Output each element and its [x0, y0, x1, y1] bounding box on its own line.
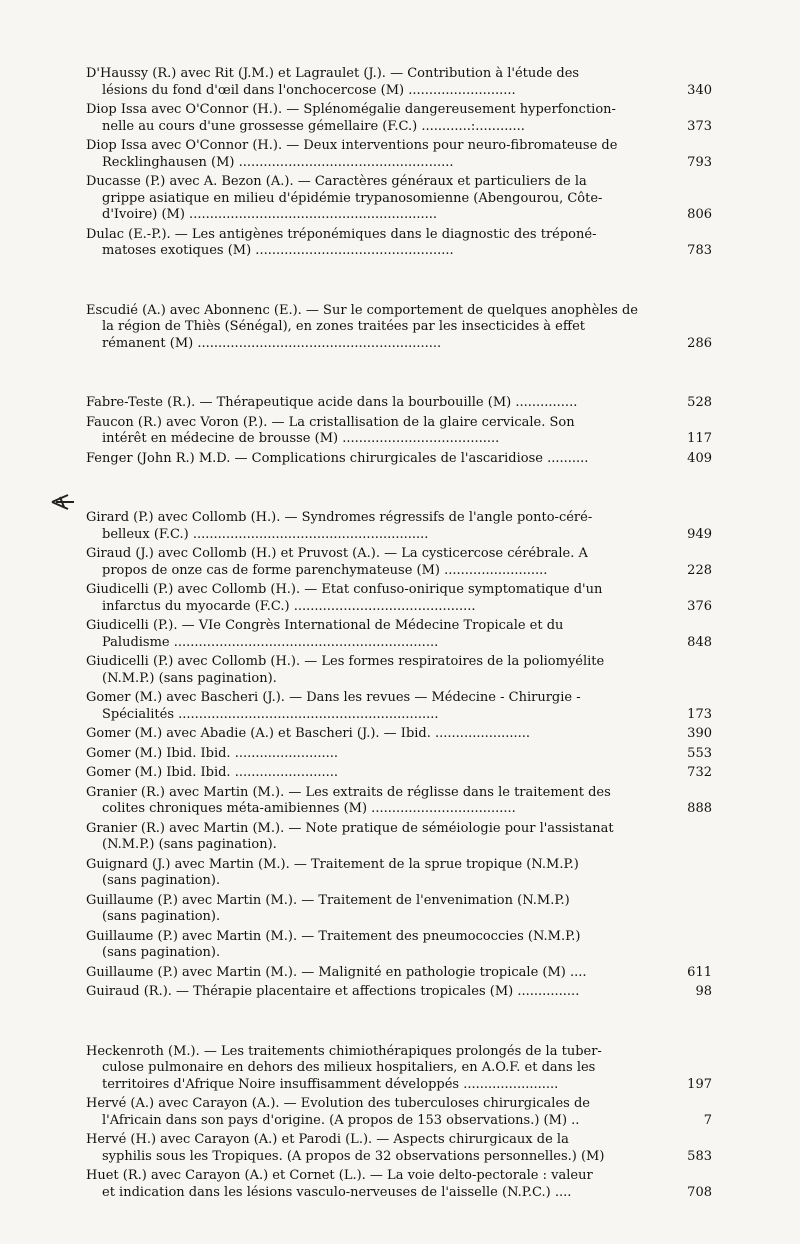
- entry-line: (sans pagination).: [102, 945, 221, 960]
- page-number: 373: [687, 118, 712, 134]
- index-entry: [86, 1044, 712, 1094]
- entry-line: d'Ivoire) (M) ............................................................: [102, 207, 437, 222]
- page-number: 848: [687, 634, 712, 650]
- entry-line: (N.M.P.) (sans pagination).: [102, 670, 277, 686]
- page-number: 793: [687, 154, 712, 170]
- entry-line: Giudicelli (P.). — VIe Congrès International de Médecine Tropicale et du: [86, 618, 564, 633]
- index-entry: [86, 857, 712, 890]
- index-entry: [86, 138, 712, 171]
- entry-text: [86, 395, 660, 412]
- entry-line: Guignard (J.) avec Martin (M.). — Traitement de la sprue tropique (N.M.P.): [86, 856, 579, 872]
- entry-line: Fenger (John R.) M.D. — Complications chirurgicales de l'ascaridiose ..........: [86, 450, 589, 466]
- entry-line: Hervé (A.) avec Carayon (A.). — Evolution des tuberculoses chirurgicales de: [86, 1096, 590, 1111]
- index-group: [86, 510, 712, 1001]
- entry-line: l'Africain dans son pays d'origine. (A propos de 153 observations.) (M) ..: [102, 1112, 580, 1128]
- page-number: 888: [687, 801, 712, 816]
- page-number: 732: [687, 765, 712, 780]
- entry-line: Diop Issa avec O'Connor (H.). — Splénomégalie dangereusement hyperfonction-: [86, 102, 616, 117]
- entry-line: Giudicelli (P.) avec Collomb (H.). — Etat confuso-onirique symptomatique d'un: [86, 582, 603, 597]
- entry-line: colites chroniques méta-amibiennes (M) ...................................: [102, 801, 516, 816]
- entry-line: culose pulmonaire en dehors des milieux hospitaliers, en A.O.F. et dans les: [102, 1060, 596, 1075]
- entry-text: [86, 227, 660, 260]
- page-number: 340: [687, 82, 712, 98]
- entry-text: [86, 510, 660, 543]
- index-entry: [86, 66, 712, 99]
- entry-line: et indication dans les lésions vasculo-nerveuses de l'aisselle (N.P.C.) ....: [102, 1184, 572, 1200]
- index-entry: [86, 785, 712, 818]
- entry-line: rémanent (M) ...........................................................: [102, 335, 442, 351]
- index-entry: [86, 174, 712, 224]
- entry-text: [86, 785, 660, 818]
- entry-line: la région de Thiès (Sénégal), en zones traitées par les insecticides à effet: [102, 319, 586, 334]
- entry-line: Gomer (M.) Ibid. Ibid. .........................: [86, 745, 339, 761]
- page-number: 806: [687, 207, 712, 222]
- entry-line: Granier (R.) avec Martin (M.). — Note pratique de séméiologie pour l'assistanat: [86, 820, 614, 836]
- entry-line: lésions du fond d'œil dans l'onchocercose (M) ..........................: [102, 82, 516, 98]
- index-entry: [86, 893, 712, 926]
- entry-text: [86, 857, 660, 890]
- entry-line: nelle au cours d'une grossesse gémellaire (F.C.) ............:............: [102, 118, 525, 134]
- index-entry: [86, 510, 712, 543]
- entry-line: intérêt en médecine de brousse (M) ......................................: [102, 431, 500, 446]
- page-number: 98: [695, 984, 712, 999]
- index-group: [86, 303, 712, 353]
- entry-line: Gomer (M.) avec Abadie (A.) et Bascheri (J.). — Ibid. .......................: [86, 726, 531, 741]
- index-entry: [86, 929, 712, 962]
- entry-text: [86, 546, 660, 579]
- index-entry: [86, 546, 712, 579]
- entry-line: matoses exotiques (M) ................................................: [102, 243, 454, 258]
- entry-text: [86, 929, 660, 962]
- entry-text: [86, 965, 660, 982]
- entry-line: D'Haussy (R.) avec Rit (J.M.) et Lagraulet (J.). — Contribution à l'étude des: [86, 66, 580, 81]
- entry-line: (sans pagination).: [102, 873, 221, 888]
- entry-text: [86, 1168, 660, 1201]
- index-group: [86, 1044, 712, 1202]
- page-number: 376: [687, 598, 712, 614]
- page-number: 528: [687, 395, 712, 410]
- index-entry: [86, 746, 712, 763]
- entry-line: Hervé (H.) avec Carayon (A.) et Parodi (L.). — Aspects chirurgicaux de la: [86, 1132, 569, 1147]
- page-number: 553: [687, 745, 712, 761]
- page-number: 409: [687, 450, 712, 466]
- index-entry: [86, 984, 712, 1001]
- entry-line: Gomer (M.) avec Bascheri (J.). — Dans les revues — Médecine - Chirurgie -: [86, 690, 581, 705]
- entry-text: [86, 66, 660, 99]
- entry-text: [86, 746, 660, 763]
- page-number: 228: [687, 562, 712, 578]
- page-number: 197: [687, 1076, 712, 1092]
- entry-text: [86, 1044, 660, 1094]
- page-number: 783: [687, 243, 712, 258]
- entry-line: Faucon (R.) avec Voron (P.). — La cristallisation de la glaire cervicale. Son: [86, 414, 575, 430]
- entry-line: syphilis sous les Tropiques. (A propos de 32 observations personnelles.) (M): [102, 1148, 605, 1164]
- entry-line: Guiraud (R.). — Thérapie placentaire et affections tropicales (M) ...............: [86, 984, 580, 999]
- entry-line: Guillaume (P.) avec Martin (M.). — Traitement de l'envenimation (N.M.P.): [86, 892, 570, 908]
- page-number: 708: [687, 1184, 712, 1200]
- entry-line: Diop Issa avec O'Connor (H.). — Deux interventions pour neuro-fibromateuse de: [86, 138, 618, 153]
- entry-line: Guillaume (P.) avec Martin (M.). — Malignité en pathologie tropicale (M) ....: [86, 964, 587, 980]
- entry-line: Escudié (A.) avec Abonnenc (E.). — Sur le comportement de quelques anophèles de: [86, 302, 639, 318]
- entry-text: [86, 174, 660, 224]
- index-entry: [86, 395, 712, 412]
- entry-line: infarctus du myocarde (F.C.) ............................................: [102, 598, 476, 614]
- index-entry: [86, 227, 712, 260]
- entry-line: Paludisme ................................................................: [102, 634, 439, 650]
- entry-text: [86, 582, 660, 615]
- entry-text: [86, 618, 660, 651]
- entry-line: grippe asiatique en milieu d'épidémie trypanosomienne (Abengourou, Côte-: [102, 190, 603, 206]
- entry-text: [86, 690, 660, 723]
- index-entry: [86, 582, 712, 615]
- entry-text: [86, 893, 660, 926]
- page-number: 117: [687, 431, 712, 446]
- index-entry: [86, 965, 712, 982]
- entry-line: Girard (P.) avec Collomb (H.). — Syndromes régressifs de l'angle ponto-céré-: [86, 510, 593, 525]
- entry-text: [86, 984, 660, 1001]
- entry-line: (sans pagination).: [102, 909, 221, 924]
- page-number: 583: [687, 1148, 712, 1164]
- index-entry: [86, 1096, 712, 1129]
- entry-text: [86, 303, 660, 353]
- entry-line: Dulac (E.-P.). — Les antigènes tréponémiques dans le diagnostic des tréponé-: [86, 226, 597, 242]
- index-entry: [86, 618, 712, 651]
- entry-line: territoires d'Afrique Noire insuffisamment développés .......................: [102, 1076, 559, 1092]
- page-number: 7: [703, 1112, 712, 1128]
- index-entry: [86, 765, 712, 782]
- entry-text: [86, 1132, 660, 1165]
- index-entry: [86, 821, 712, 854]
- page-number: 390: [687, 726, 712, 741]
- index-entry: [86, 451, 712, 468]
- index-entry: [86, 303, 712, 353]
- entry-line: Giudicelli (P.) avec Collomb (H.). — Les formes respiratoires de la poliomyélite: [86, 654, 605, 669]
- entry-text: [86, 821, 660, 854]
- index-entry: [86, 415, 712, 448]
- entry-text: [86, 1096, 660, 1129]
- entry-line: Ducasse (P.) avec A. Bezon (A.). — Caractères généraux et particuliers de la: [86, 174, 587, 189]
- entry-line: Heckenroth (M.). — Les traitements chimiothérapiques prolongés de la tuber-: [86, 1043, 602, 1059]
- entry-line: propos de onze cas de forme parenchymateuse (M) .........................: [102, 562, 548, 578]
- entry-text: [86, 138, 660, 171]
- page-number: 173: [687, 706, 712, 722]
- entry-line: Huet (R.) avec Carayon (A.) et Cornet (L.). — La voie delto-pectorale : valeur: [86, 1168, 593, 1183]
- entry-line: Granier (R.) avec Martin (M.). — Les extraits de réglisse dans le traitement des: [86, 784, 611, 800]
- index-group: [86, 395, 712, 467]
- index-entry: [86, 726, 712, 743]
- page-number: 611: [687, 964, 712, 980]
- entry-line: (N.M.P.) (sans pagination).: [102, 837, 277, 852]
- entry-line: belleux (F.C.) .........................................................: [102, 526, 429, 542]
- page-number: 949: [687, 526, 712, 542]
- index-entry: [86, 690, 712, 723]
- entry-text: [86, 654, 660, 687]
- index-entry: [86, 1168, 712, 1201]
- index-entry: [86, 1132, 712, 1165]
- entry-text: [86, 451, 660, 468]
- index-entry: [86, 102, 712, 135]
- page-number: 286: [687, 335, 712, 351]
- entry-line: Gomer (M.) Ibid. Ibid. .........................: [86, 765, 339, 780]
- index-page: [86, 66, 712, 1244]
- entry-line: Recklinghausen (M) ....................................................: [102, 154, 454, 170]
- entry-line: Guillaume (P.) avec Martin (M.). — Traitement des pneumococcies (N.M.P.): [86, 928, 581, 944]
- entry-text: [86, 765, 660, 782]
- index-group: [86, 66, 712, 260]
- entry-line: Giraud (J.) avec Collomb (H.) et Pruvost (A.). — La cysticercose cérébrale. A: [86, 546, 588, 561]
- entry-text: [86, 726, 660, 743]
- handwritten-arrow-mark: [50, 492, 76, 512]
- entry-text: [86, 102, 660, 135]
- entry-line: Fabre-Teste (R.). — Thérapeutique acide dans la bourbouille (M) ...............: [86, 395, 578, 410]
- index-entry: [86, 654, 712, 687]
- entry-text: [86, 415, 660, 448]
- entry-line: Spécialités ...............................................................: [102, 706, 439, 722]
